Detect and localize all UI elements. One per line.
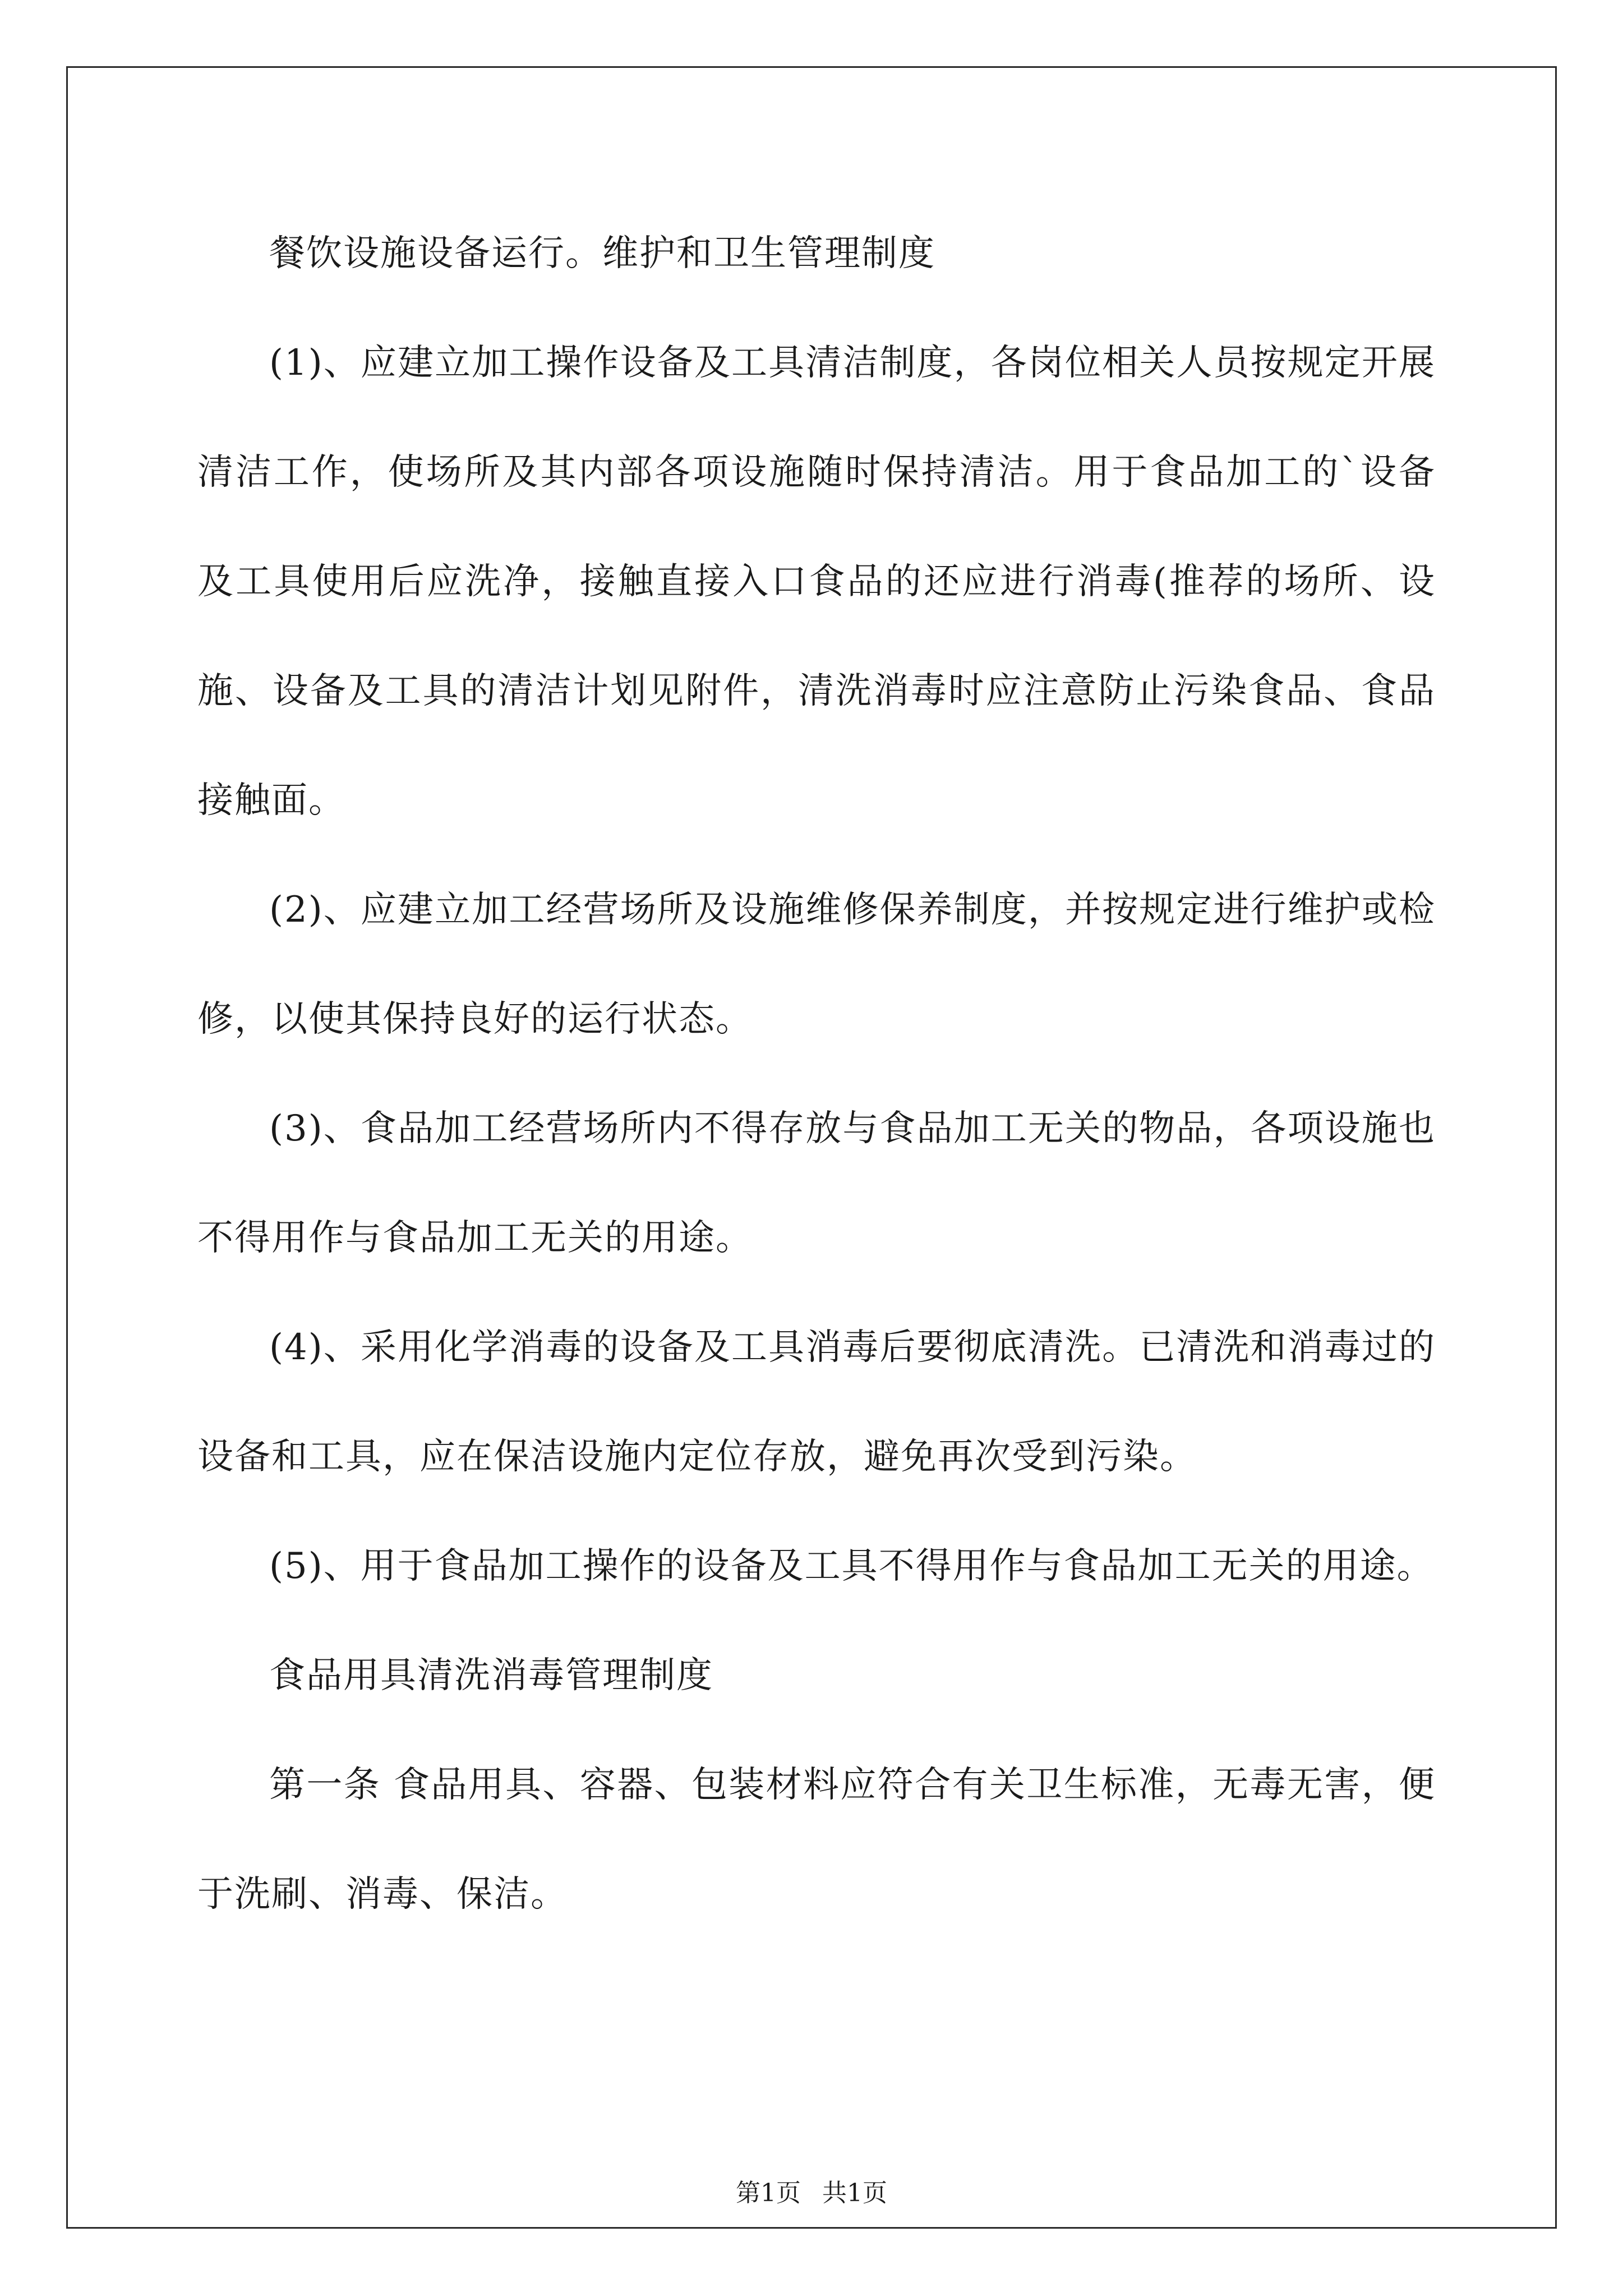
document-body — [197, 199, 1436, 1949]
section-heading: 食品用具清洗消毒管理制度 — [269, 1655, 713, 1696]
page-number: 第1页 — [736, 2179, 801, 2207]
doc-title: 餐饮设施设备运行。维护和卫生管理制度 — [269, 233, 935, 274]
article-1: 第一条 食品用具、容器、包装材料应符合有关卫生标准，无毒无害，便于洗刷、消毒、保洁。 — [197, 1764, 1436, 1915]
paragraph-3: (3)、食品加工经营场所内不得存放与食品加工无关的物品，各项设施也不得用作与食品加工无关的用途。 — [197, 1108, 1436, 1259]
paragraph-2: (2)、应建立加工经营场所及设施维修保养制度，并按规定进行维护或检修，以使其保持良好的运行状态。 — [197, 889, 1436, 1040]
page-total: 共1页 — [822, 2179, 887, 2207]
page-footer — [0, 2177, 1623, 2210]
paragraph-5: (5)、用于食品加工操作的设备及工具不得用作与食品加工无关的用途。 — [269, 1545, 1434, 1587]
paragraph-4: (4)、采用化学消毒的设备及工具消毒后要彻底清洗。已清洗和消毒过的设备和工具，应在保洁设施内定位存放，避免再次受到污染。 — [197, 1327, 1436, 1478]
paragraph-1: (1)、应建立加工操作设备及工具清洁制度，各岗位相关人员按规定开展清洁工作，使场所及其内部各项设施随时保持清洁。用于食品加工的`设备及工具使用后应洗净，接触直接入口食品的还应进行消毒(推荐的场所、设施、设备及工具的清洁计划见附件，清洗消毒时应注意防止污染食品、食品接触面。 — [197, 342, 1436, 821]
